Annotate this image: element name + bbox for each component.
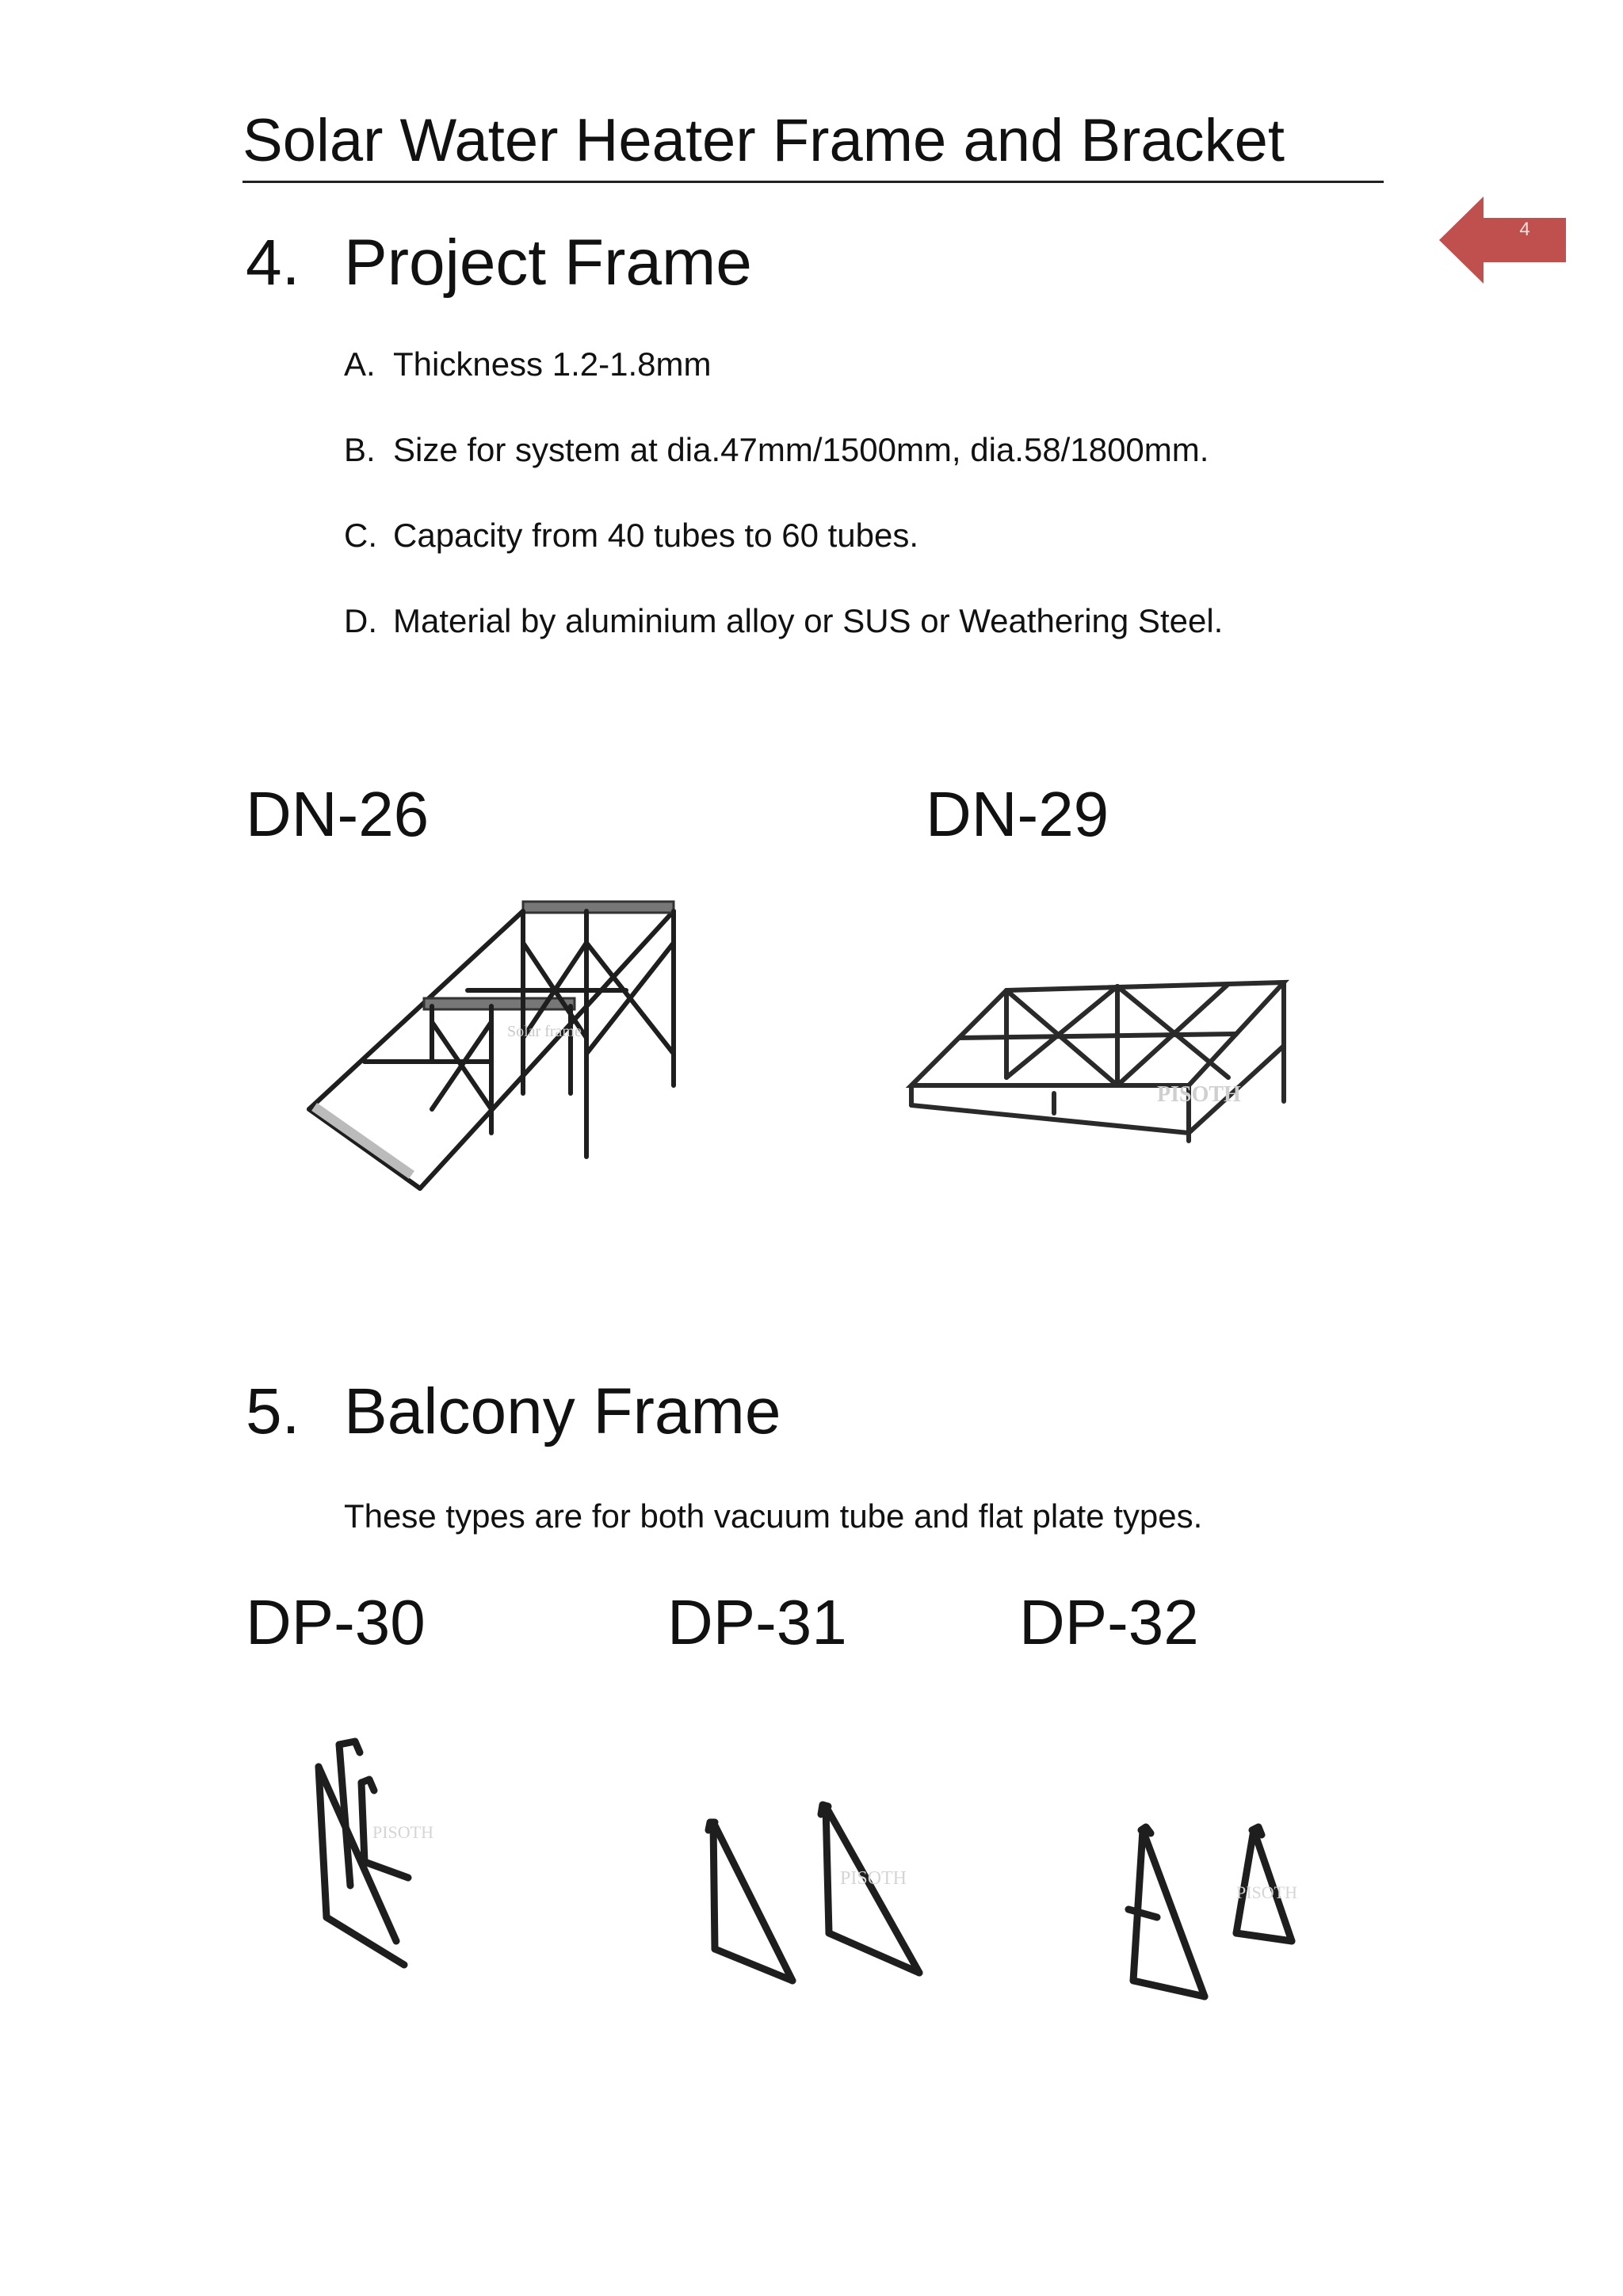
document-title: Solar Water Heater Frame and Bracket — [242, 107, 1285, 174]
list-marker: D. — [344, 602, 377, 639]
section-title: Balcony Frame — [344, 1375, 781, 1447]
list-item-text: Material by aluminium alloy or SUS or Weathering Steel. — [393, 602, 1224, 639]
list-item-text: Capacity from 40 tubes to 60 tubes. — [393, 517, 919, 554]
product-label-dp31: DP-31 — [667, 1587, 847, 1657]
left-arrow-icon — [1439, 196, 1571, 284]
product-label-dn26: DN-26 — [246, 779, 430, 849]
svg-text:PISOTH: PISOTH — [1236, 1882, 1298, 1902]
balcony-frame-description: These types are for both vacuum tube and flat plate types. — [344, 1497, 1203, 1535]
section-heading-project-frame — [246, 223, 752, 303]
product-label-dp30: DP-30 — [246, 1587, 426, 1657]
list-marker: A. — [344, 345, 376, 383]
svg-text:PISOTH: PISOTH — [1157, 1082, 1241, 1107]
list-marker: C. — [344, 517, 377, 554]
list-item — [344, 513, 1223, 599]
balcony-bracket-dp31-image — [697, 1791, 951, 1997]
balcony-bracket-dp32-image — [1117, 1822, 1379, 2012]
balcony-bracket-dp30-image — [301, 1735, 460, 1973]
list-item — [344, 428, 1223, 513]
list-item — [344, 342, 1223, 428]
project-frame-dn29-image — [896, 967, 1308, 1188]
section-number: 5. — [246, 1375, 300, 1447]
section-heading-balcony-frame — [246, 1372, 781, 1451]
svg-text:PISOTH: PISOTH — [840, 1868, 907, 1889]
list-item-text: Size for system at dia.47mm/1500mm, dia.58/1800mm. — [393, 431, 1209, 468]
svg-text:PISOTH: PISOTH — [372, 1822, 434, 1842]
page-number: 4 — [1519, 219, 1530, 240]
section-number: 4. — [246, 227, 300, 299]
svg-text:Solar frame: Solar frame — [507, 1023, 582, 1040]
list-marker: B. — [344, 431, 376, 468]
project-frame-dn26-image — [293, 895, 689, 1212]
list-item — [344, 599, 1223, 685]
page-number-badge — [1439, 196, 1571, 284]
product-label-dp32: DP-32 — [1019, 1587, 1199, 1657]
product-label-dn29: DN-29 — [926, 779, 1109, 849]
title-divider — [242, 181, 1384, 183]
list-item-text: Thickness 1.2-1.8mm — [393, 345, 712, 383]
section-title: Project Frame — [344, 227, 752, 299]
project-frame-spec-list — [344, 342, 1223, 685]
